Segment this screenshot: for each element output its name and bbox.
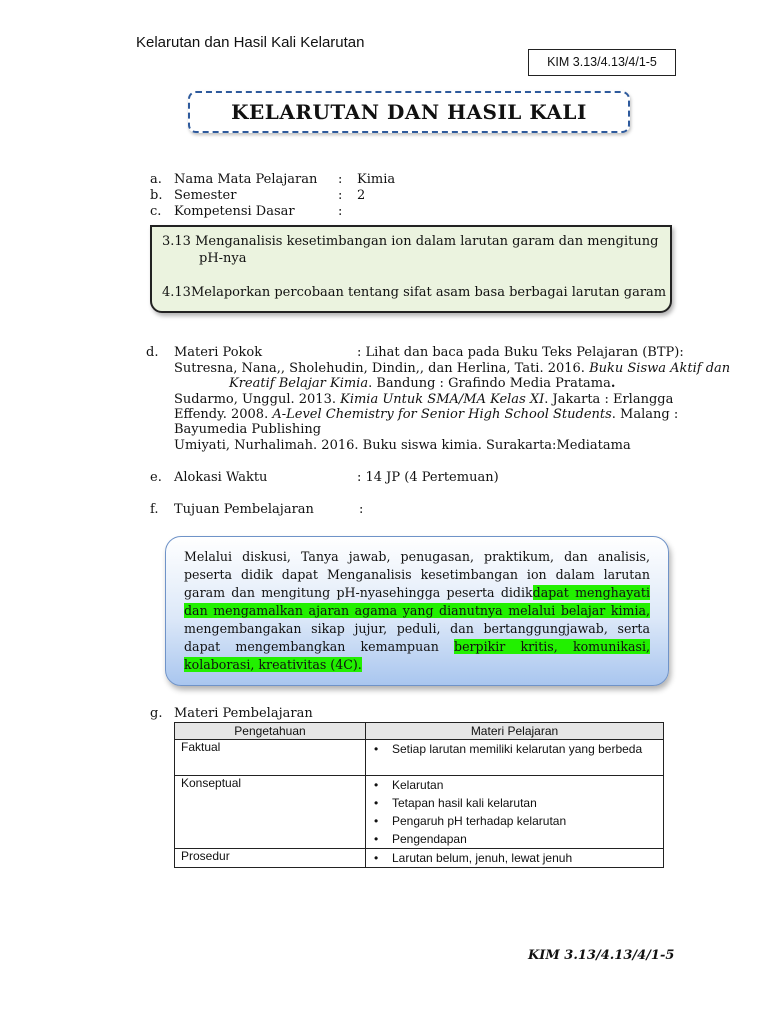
materi-pembelajaran-label: Materi Pembelajaran <box>174 706 313 721</box>
kd-3-13-line2: pH-nya <box>199 251 247 266</box>
materi-pokok-letter: d. <box>146 345 159 360</box>
table-cell-category: Konseptual <box>175 776 366 849</box>
info-separator: : <box>338 172 343 187</box>
info-label: Semester <box>174 188 237 203</box>
table-cell-items <box>366 849 664 868</box>
list-item: • Tetapan hasil kali kelarutan <box>372 794 657 812</box>
materi-pokok-label: Materi Pokok <box>174 345 263 360</box>
table-header-row <box>175 723 664 740</box>
alokasi-value: : 14 JP (4 Pertemuan) <box>357 470 499 485</box>
reference-3-line1: Effendy. 2008. A-Level Chemistry for Senior High School Students. Malang : <box>174 407 679 422</box>
info-value: 2 <box>357 188 366 203</box>
kd-3-13-line1: 3.13 Menganalisis kesetimbangan ion dalam larutan garam dan mengitung <box>162 234 659 249</box>
reference-4: Umiyati, Nurhalimah. 2016. Buku siswa kimia. Surakarta:Mediatama <box>174 438 631 453</box>
tujuan-separator: : <box>359 502 364 517</box>
list-item: • Pengendapan <box>372 830 657 848</box>
info-separator: : <box>338 188 343 203</box>
list-item: • Kelarutan <box>372 776 657 794</box>
footer-code: KIM 3.13/4.13/4/1-5 <box>528 948 675 963</box>
info-separator: : <box>338 204 343 219</box>
highlight-4c: berpikir kritis, komunikasi, kolaborasi, kreativitas (4C). <box>184 639 650 672</box>
reference-3-line2: Bayumedia Publishing <box>174 422 322 437</box>
table-header: Materi Pelajaran <box>366 723 664 740</box>
highlight-spiritual: dapat menghayati dan mengamalkan ajaran agama yang dianutnya melalui belajar kimia, <box>184 585 651 618</box>
info-letter: b. <box>150 188 163 203</box>
list-item: • Pengaruh pH terhadap kelarutan <box>372 812 657 830</box>
table-cell-category: Prosedur <box>175 849 366 868</box>
kd-4-13: 4.13Melaporkan percobaan tentang sifat asam basa berbagai larutan garam <box>162 285 667 300</box>
reference-2: Sudarmo, Unggul. 2013. Kimia Untuk SMA/MA Kelas XI. Jakarta : Erlangga <box>174 392 674 407</box>
list-item: • Setiap larutan memiliki kelarutan yang berbeda <box>372 740 657 758</box>
table-cell-category: Faktual <box>175 740 366 776</box>
materi-table <box>174 722 664 868</box>
tujuan-letter: f. <box>150 502 159 517</box>
table-row <box>175 740 664 776</box>
table-cell-items <box>366 740 664 776</box>
tujuan-pembelajaran-box <box>165 536 669 686</box>
reference-1-line1: Sutresna, Nana,, Sholehudin, Dindin,, dan Herlina, Tati. 2016. Buku Siswa Aktif dan <box>174 361 731 376</box>
running-header-title: Kelarutan dan Hasil Kali Kelarutan <box>136 34 365 51</box>
tujuan-text: Melalui diskusi, Tanya jawab, penugasan, praktikum, dan analisis, peserta didik dapat Menganalisis kesetimbangan ion dalam larutan garam dan mengitung pH-nyasehingga peserta didikdapat menghayati dan mengamalkan ajaran agama yang dianutnya melalui belajar kimia, mengembangakan sikap jujur, peduli, dan bertanggungjawab, serta dapat mengembangkan kemampuan berpikir kritis, komunikasi, kolaborasi, kreativitas (4C). <box>184 549 651 672</box>
materi-pokok-value: : Lihat dan baca pada Buku Teks Pelajaran (BTP): <box>357 345 684 360</box>
info-letter: c. <box>150 204 162 219</box>
info-label: Nama Mata Pelajaran <box>174 172 318 187</box>
alokasi-letter: e. <box>150 470 162 485</box>
materi-pembelajaran-letter: g. <box>150 706 163 721</box>
info-value: Kimia <box>357 172 396 187</box>
tujuan-label: Tujuan Pembelajaran <box>174 502 314 517</box>
kompetensi-dasar-box <box>150 225 672 313</box>
table-row <box>175 849 664 868</box>
reference-1-line2: Kreatif Belajar Kimia. Bandung : Grafindo Media Pratama. <box>229 376 616 391</box>
page-title: KELARUTAN DAN HASIL KALI <box>188 91 630 133</box>
document-code-box: KIM 3.13/4.13/4/1-5 <box>528 49 676 76</box>
table-row <box>175 776 664 849</box>
list-item: • Larutan belum, jenuh, lewat jenuh <box>372 849 657 867</box>
info-label: Kompetensi Dasar <box>174 204 295 219</box>
alokasi-label: Alokasi Waktu <box>174 470 268 485</box>
info-letter: a. <box>150 172 162 187</box>
table-cell-items <box>366 776 664 849</box>
table-header: Pengetahuan <box>175 723 366 740</box>
